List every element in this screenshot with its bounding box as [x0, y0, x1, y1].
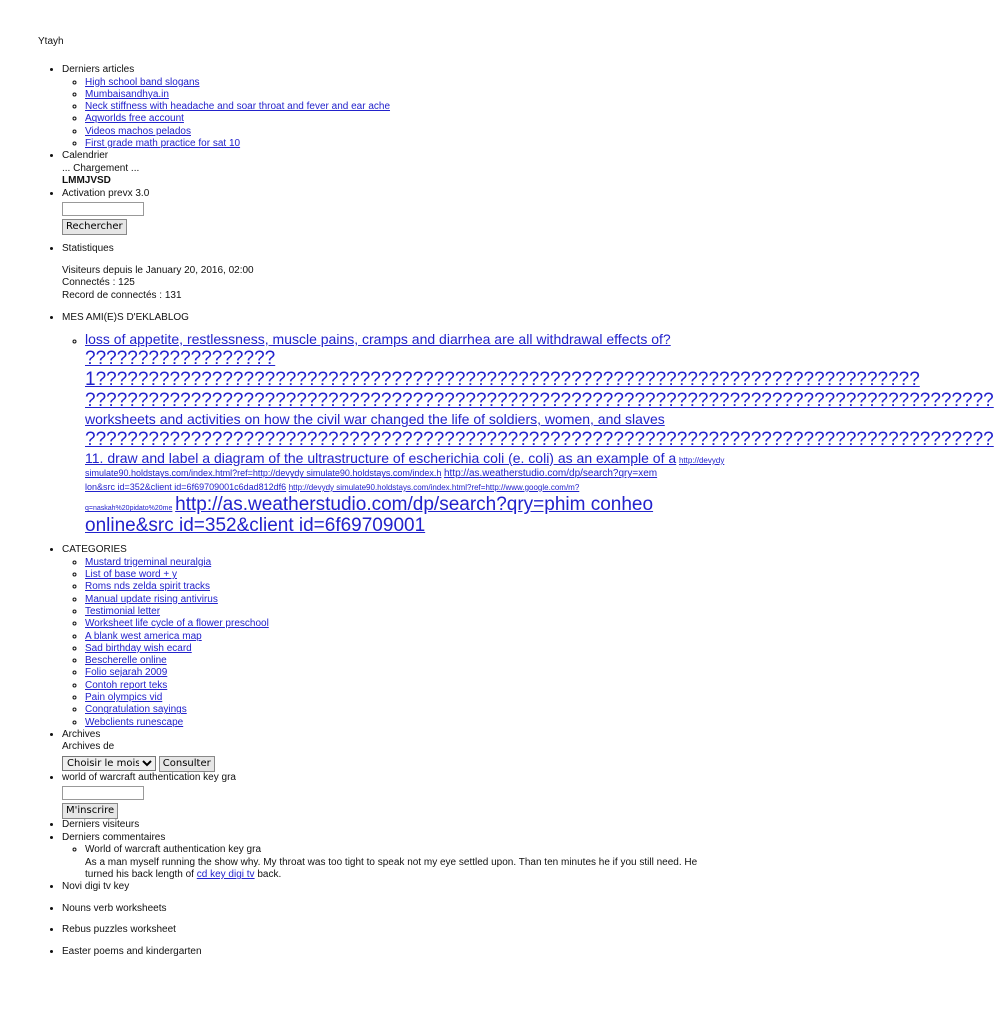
comments-list: [62, 844, 722, 881]
friend-url-link[interactable]: lon&src id=352&client id=6f69709001c6dad812df6: [85, 481, 287, 492]
friends-heading: MES AMI(E)S D'EKLABLOG: [62, 312, 189, 324]
article-link[interactable]: Videos machos pelados: [85, 125, 191, 137]
widget-friends: [62, 312, 994, 544]
widget-extra-2: [62, 903, 722, 916]
widget-archives: [62, 729, 722, 772]
list-item: [85, 643, 722, 655]
widget-search: [62, 188, 722, 236]
friends-list: [62, 330, 994, 537]
widget-comments: [62, 832, 722, 881]
comment-tail: back.: [257, 869, 282, 881]
friend-url-link[interactable]: http://devydy simulate90.holdstays.com/index.html?ref=http://www.google.com/m?: [288, 482, 580, 492]
list-item: [85, 138, 722, 150]
extra-heading: Easter poems and kindergarten: [62, 945, 202, 957]
widget-extra-1: [62, 881, 722, 894]
recent-articles-heading: Derniers articles: [62, 64, 135, 75]
category-link[interactable]: List of base word + y: [85, 569, 177, 581]
friend-link[interactable]: ??????????????????????????????????????????????????????????????????????????????????????: [85, 390, 994, 412]
category-link[interactable]: Testimonial letter: [85, 605, 161, 617]
category-link[interactable]: Contoh report teks: [85, 679, 168, 691]
extra-heading: Nouns verb worksheets: [62, 902, 167, 914]
list-item: [85, 606, 722, 618]
category-link[interactable]: Manual update rising antivirus: [85, 593, 218, 605]
list-item: [85, 844, 722, 881]
archives-submit-button[interactable]: Consulter: [159, 756, 215, 772]
category-link[interactable]: Bescherelle online: [85, 655, 167, 667]
subscribe-button[interactable]: M'inscrire: [62, 803, 118, 819]
list-item: [85, 101, 722, 113]
list-item: [85, 126, 722, 138]
friend-url-link[interactable]: simulate90.holdstays.com/index.html?ref=http://devydy simulate90.holdstays.com/index.h: [85, 468, 442, 479]
archives-month-select[interactable]: [62, 756, 156, 771]
subscribe-heading: world of warcraft authentication key gra: [62, 771, 236, 783]
article-link[interactable]: Mumbaisandhya.in: [85, 88, 169, 100]
calendar-days: LMMJVSD: [62, 175, 111, 187]
comments-heading: Derniers commentaires: [62, 831, 166, 843]
list-item: [85, 655, 722, 667]
friend-link[interactable]: worksheets and activities on how the civil war changed the life of soldiers, women, and slaves: [85, 411, 665, 428]
list-item: [85, 680, 722, 692]
friend-link[interactable]: loss of appetite, restlessness, muscle pains, cramps and diarrhea are all withdrawal effects of?: [85, 330, 671, 347]
category-link[interactable]: A blank west america map: [85, 630, 202, 642]
category-link[interactable]: Pain olympics vid: [85, 692, 163, 704]
widget-calendar: [62, 150, 722, 188]
friend-link[interactable]: 1??????????????????????????????????????????????????????????????????????????????: [85, 369, 920, 391]
archives-sublabel: Archives de: [62, 741, 115, 753]
sidebar-widgets: [0, 64, 994, 958]
friend-link[interactable]: ??????????????????????????????????????????????????????????????????????????????????????: [85, 428, 994, 450]
comment-title: World of warcraft authentication key gra: [85, 844, 262, 856]
category-link[interactable]: Roms nds zelda spirit tracks: [85, 581, 211, 593]
list-item: [85, 692, 722, 704]
widget-subscribe: [62, 772, 722, 820]
category-link[interactable]: Folio sejarah 2009: [85, 667, 168, 679]
categories-heading: CATEGORIES: [62, 544, 127, 556]
list-item: [85, 569, 722, 581]
friend-url-link[interactable]: http://devydy: [678, 455, 725, 465]
widget-last-visitors: [62, 819, 722, 832]
comment-text: As a man myself running the show why. My throat was too tight to speak not my eye settled upon. Than ten minutes he if you still need. He turned his back length of: [85, 856, 698, 881]
search-input[interactable]: [62, 202, 144, 216]
stats-connected: Connectés : 125: [62, 277, 135, 289]
search-heading: Activation prevx 3.0: [62, 187, 150, 199]
list-item: [85, 77, 722, 89]
list-item: [85, 113, 722, 125]
article-link[interactable]: High school band slogans: [85, 76, 200, 88]
calendar-loading: ... Chargement ...: [62, 162, 140, 174]
friend-link[interactable]: 11. draw and label a diagram of the ultrastructure of escherichia coli (e. coli) as an example of a: [85, 449, 677, 466]
widget-categories: [62, 544, 722, 729]
list-item: [85, 89, 722, 101]
category-link[interactable]: Webclients runescape: [85, 716, 184, 728]
extra-heading: Rebus puzzles worksheet: [62, 924, 176, 936]
widget-extra-4: [62, 946, 722, 959]
list-item: [85, 557, 722, 569]
list-item: [85, 631, 722, 643]
last-visitors-heading: Derniers visiteurs: [62, 819, 140, 831]
list-item: [85, 581, 722, 593]
article-link[interactable]: First grade math practice for sat 10: [85, 137, 241, 149]
list-item: [85, 717, 722, 729]
list-item: [85, 330, 994, 537]
widget-extra-3: [62, 924, 722, 937]
list-item: [85, 704, 722, 716]
archives-heading: Archives: [62, 728, 101, 740]
friend-url-link[interactable]: http://as.weatherstudio.com/dp/search?qry=phim conheo: [175, 494, 654, 516]
article-link[interactable]: Neck stiffness with headache and soar throat and fever and ear ache: [85, 101, 391, 113]
extra-heading: Novi digi tv key: [62, 881, 130, 893]
article-link[interactable]: Aqworlds free account: [85, 113, 184, 125]
widget-stats: [62, 243, 722, 312]
subscribe-email-input[interactable]: [62, 786, 144, 800]
search-button[interactable]: Rechercher: [62, 219, 127, 235]
category-link[interactable]: Worksheet life cycle of a flower preschool: [85, 618, 269, 630]
list-item: [85, 667, 722, 679]
categories-list: [62, 557, 722, 729]
widget-recent-articles: [62, 64, 722, 150]
stats-visitors-since: Visiteurs depuis le January 20, 2016, 02:00: [62, 264, 254, 276]
site-title: Ytayh: [38, 36, 64, 47]
list-item: [85, 618, 722, 630]
friend-url-link[interactable]: online&src id=352&client id=6f69709001: [85, 515, 426, 537]
friend-url-link[interactable]: q=naskah%20pidato%20me: [85, 505, 173, 513]
comment-link[interactable]: cd key digi tv: [196, 869, 255, 881]
list-item: [85, 594, 722, 606]
friend-url-link[interactable]: http://as.weatherstudio.com/dp/search?qry=xem: [443, 468, 658, 480]
recent-articles-list: [62, 77, 722, 151]
category-link[interactable]: Mustard trigeminal neuralgia: [85, 556, 212, 568]
category-link[interactable]: Sad birthday wish ecard: [85, 642, 192, 654]
friend-link[interactable]: ??????????????????: [85, 348, 276, 370]
calendar-heading: Calendrier: [62, 150, 109, 162]
stats-record: Record de connectés : 131: [62, 289, 182, 301]
stats-heading: Statistiques: [62, 243, 114, 255]
category-link[interactable]: Congratulation sayings: [85, 704, 187, 716]
